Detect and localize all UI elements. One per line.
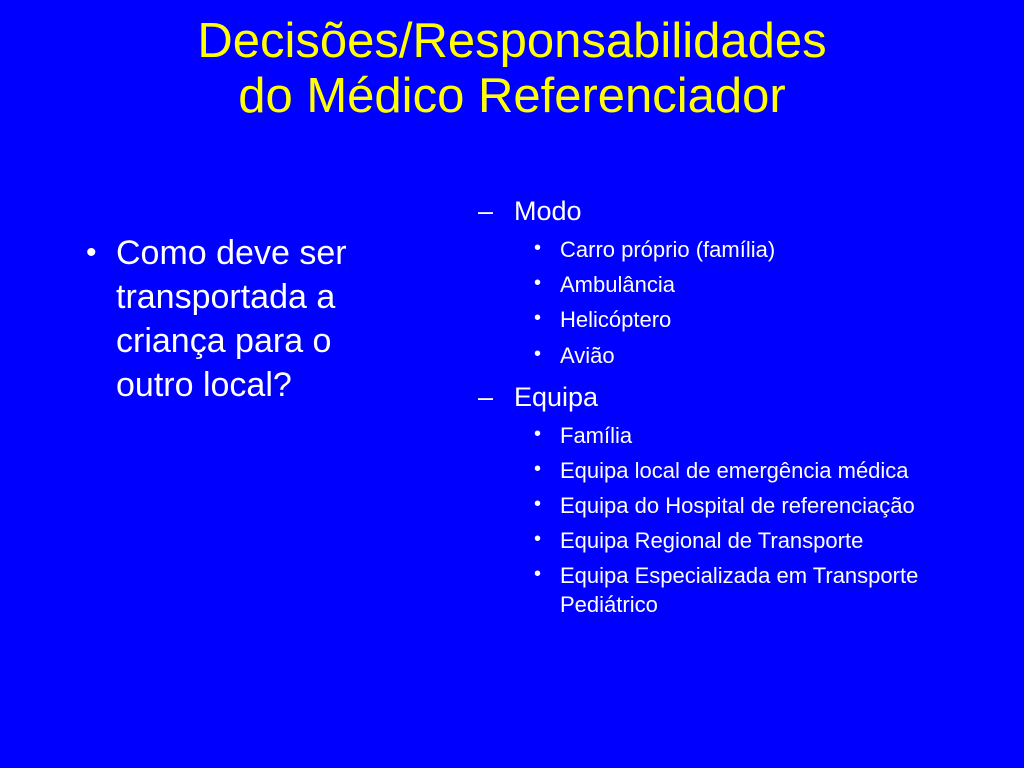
list-item	[478, 527, 998, 555]
right-content-column	[478, 192, 998, 619]
page-title-line-1: Decisões/Responsabilidades	[197, 14, 827, 68]
list-item-label: Helicóptero	[560, 307, 672, 333]
bullet-icon: •	[534, 272, 542, 295]
list-item	[78, 232, 408, 407]
list-item-label: Avião	[560, 342, 615, 368]
bullet-icon: •	[534, 237, 542, 260]
section-heading-label: Modo	[514, 196, 582, 226]
list-item	[478, 492, 998, 520]
list-item-label: Família	[560, 422, 633, 448]
list-item-label: Equipa Regional de Transporte	[560, 528, 864, 554]
section-items-equipa	[478, 422, 998, 619]
list-item	[478, 342, 998, 370]
section-heading-modo	[478, 194, 998, 229]
left-content-column	[78, 232, 408, 407]
bullet-icon: •	[534, 528, 542, 551]
page-title-line-2: do Médico Referenciador	[238, 68, 786, 123]
page-title	[40, 14, 984, 124]
section-items-modo	[478, 236, 998, 370]
bullet-icon: •	[534, 342, 542, 365]
list-item	[478, 562, 998, 618]
list-item	[478, 457, 998, 485]
list-item-label: Carro próprio (família)	[560, 237, 776, 263]
bullet-icon: •	[86, 236, 97, 269]
list-item	[478, 306, 998, 334]
list-item	[478, 422, 998, 450]
list-item-label: Equipa do Hospital de referenciação	[560, 493, 915, 519]
bullet-icon: •	[534, 563, 542, 586]
list-item-label: Equipa local de emergência médica	[560, 457, 909, 483]
dash-icon: –	[478, 196, 494, 226]
dash-icon: –	[478, 381, 494, 412]
bullet-icon: •	[534, 307, 542, 330]
bullet-icon: •	[534, 422, 542, 445]
left-question-text: Como deve ser transportada a criança para o outro local?	[116, 234, 347, 404]
list-item-label: Ambulância	[560, 272, 675, 298]
list-item	[478, 271, 998, 299]
bullet-icon: •	[534, 493, 542, 516]
bullet-icon: •	[534, 457, 542, 480]
list-item	[478, 236, 998, 264]
section-heading-label: Equipa	[514, 381, 599, 412]
section-heading-equipa	[478, 380, 998, 415]
list-item-label: Equipa Especializada em Transporte Pediátrico	[560, 563, 919, 617]
slide-body	[0, 192, 1024, 752]
